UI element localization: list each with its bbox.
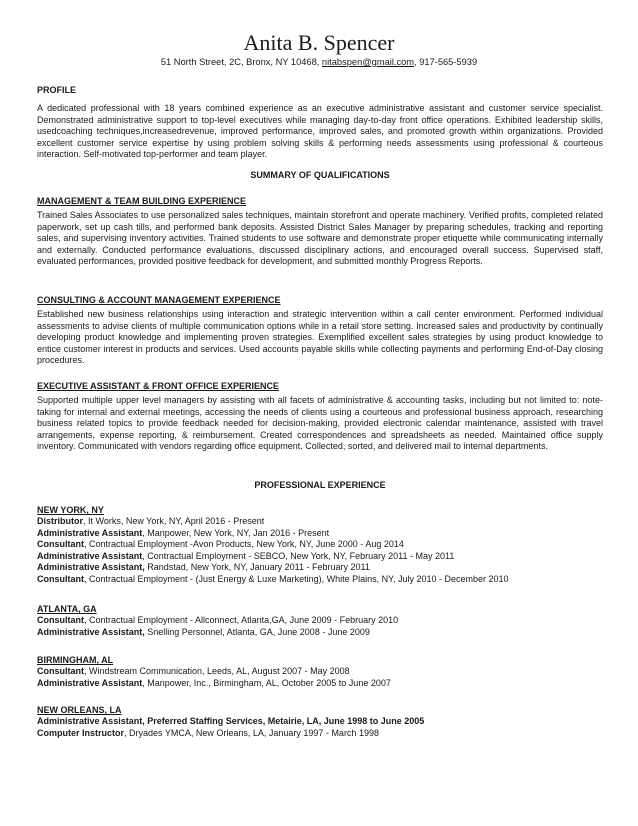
- job-title: Consultant: [37, 539, 84, 549]
- location-heading: ATLANTA, GA: [37, 604, 97, 614]
- job-line: [37, 615, 603, 627]
- job-title: Administrative Assistant: [37, 677, 143, 688]
- job-details: , It Works, New York, NY, April 2016 - Present: [83, 516, 265, 526]
- qualification-text: Supported multiple upper level managers by assisting with all facets of administrative & accounting tasks, including but not limited to: note-taking for internal and external meetings, accessing the needs of clients using a courteous and professional business approach, researching business related topics to provide feedback needed for decision-making, provided electronic calendar maintenance, assisted with travel arrangements, expense reporting, & reimbursement. Created correspondences and spreadsheets as needed. Maintained office supply inventory. Communicated with vendors regarding office equipment. Collected, sorted, and delivered mail to internal departments.: [37, 395, 603, 452]
- job-line: [37, 551, 603, 563]
- location-new-orleans: [37, 704, 603, 739]
- qualification-text: Established new business relationships using interaction and strategic intervention within a call center environment. Performed individual assessments to advise clients of multiple communication options while in a retail store setting. Increased sales and productivity by continually developing product knowledge and implementing proven strategies. Exemplified excellent sales strategies by using product knowledge to entice customer interest in products and services. Used accounts payable skills while collecting payments and performing End-of-Day closing procedures.: [37, 309, 603, 366]
- job-details: Snelling Personnel, Atlanta, GA, June 2008 - June 2009: [144, 626, 370, 637]
- qualification-heading: CONSULTING & ACCOUNT MANAGEMENT EXPERIENCE: [37, 295, 281, 305]
- contact-line: [0, 57, 638, 67]
- location-heading: NEW YORK, NY: [37, 505, 104, 515]
- job-line: [37, 666, 603, 678]
- job-details: Randstad, New York, NY, January 2011 - February 2011: [144, 562, 370, 572]
- job-title: Distributor: [37, 516, 83, 526]
- qualification-text: Trained Sales Associates to use personalized sales techniques, maintain storefront and operate machinery. Verified profits, completed related paperwork, set up cash tills, and performed bank deposits. Assisted District Sales Manager by preparing schedules, tracking and reporting sales, and supervising inventory activities. Trained students to use software and demonstrate proper etiquette while communicating internally and externally. Conducted performance evaluations, discussed disciplinary actions, and encouraged overall success. Supervised staff, evaluated performances, provided positive feedback for development, and submitted monthly Progress Reports.: [37, 210, 603, 267]
- qualification-executive: [37, 380, 603, 453]
- job-line: [37, 528, 603, 540]
- job-line: [37, 728, 603, 740]
- job-details: , Windstream Communication, Leeds, AL, August 2007 - May 2008: [84, 666, 350, 676]
- job-details: , Contractual Employment - SEBCO, New York, NY, February 2011 - May 2011: [142, 550, 455, 561]
- job-title: Consultant: [37, 666, 84, 676]
- qualification-management: [37, 195, 603, 268]
- job-line: [37, 627, 603, 639]
- location-new-york: [37, 504, 603, 585]
- job-details: , Contractual Employment - Allconnect, Atlanta,GA, June 2009 - February 2010: [84, 615, 399, 625]
- phone-text: , 917-565-5939: [414, 57, 478, 67]
- job-line: [37, 678, 603, 690]
- location-heading: BIRMINGHAM, AL: [37, 655, 114, 665]
- experience-heading-block: [37, 479, 603, 491]
- job-title: Administrative Assistant, Preferred Staffing Services, Metairie, LA, June 1998 to June 2005: [37, 716, 425, 726]
- job-title: Administrative Assistant: [37, 527, 143, 538]
- location-atlanta: [37, 603, 603, 638]
- location-heading: NEW ORLEANS, LA: [37, 705, 122, 715]
- qualification-heading: EXECUTIVE ASSISTANT & FRONT OFFICE EXPERIENCE: [37, 381, 280, 391]
- job-details: , Dryades YMCA, New Orleans, LA, January 1997 - March 1998: [124, 727, 379, 738]
- job-line: [37, 539, 603, 551]
- qualifications-heading: SUMMARY OF QUALIFICATIONS: [250, 170, 390, 180]
- job-title: Consultant: [37, 615, 84, 625]
- job-details: , Contractual Employment -Avon Products, New York, NY, June 2000 - Aug 2014: [84, 539, 404, 549]
- job-line: [37, 516, 603, 528]
- qualifications-heading-block: [37, 169, 603, 181]
- job-title: Consultant: [37, 573, 84, 584]
- qualification-heading: MANAGEMENT & TEAM BUILDING EXPERIENCE: [37, 196, 247, 206]
- job-line: [37, 574, 603, 586]
- job-line: [37, 562, 603, 574]
- address-text: 51 North Street, 2C, Bronx, NY 10468,: [160, 57, 322, 67]
- job-title: Administrative Assistant,: [37, 562, 145, 572]
- job-title: Administrative Assistant,: [37, 626, 145, 637]
- job-details: , Contractual Employment - (Just Energy & Luxe Marketing), White Plains, NY, July 2010 - December 2010: [84, 573, 509, 584]
- job-details: , Manpower, Inc., Birmingham, AL, October 2005 to June 2007: [142, 677, 391, 688]
- profile-section: [37, 84, 603, 161]
- email-link[interactable]: nitabspen@gmail.com: [321, 57, 415, 67]
- profile-text: A dedicated professional with 18 years combined experience as an executive administrative assistant and customer service specialist. Demonstrated administrative support to top-level executives while managing day-to-day front office operations. Exhibited leadership skills, usedcoaching techniques,increasedrevenue, improved performance, improved sales, and promoted growth within organizations. Provided excellent customer service expertise by using problem solving skills & performing needs assessments using professional & courteous interaction. Self-motivated top-performer and team player.: [37, 103, 603, 160]
- job-title: Computer Instructor: [37, 727, 125, 738]
- job-details: , Manpower, New York, NY, Jan 2016 - Present: [142, 527, 330, 538]
- job-line: [37, 716, 603, 728]
- location-birmingham: [37, 654, 603, 689]
- profile-heading: PROFILE: [37, 85, 77, 95]
- qualification-consulting: [37, 294, 603, 367]
- experience-heading: PROFESSIONAL EXPERIENCE: [254, 480, 386, 490]
- candidate-name: Anita B. Spencer: [243, 30, 395, 55]
- job-title: Administrative Assistant: [37, 550, 143, 561]
